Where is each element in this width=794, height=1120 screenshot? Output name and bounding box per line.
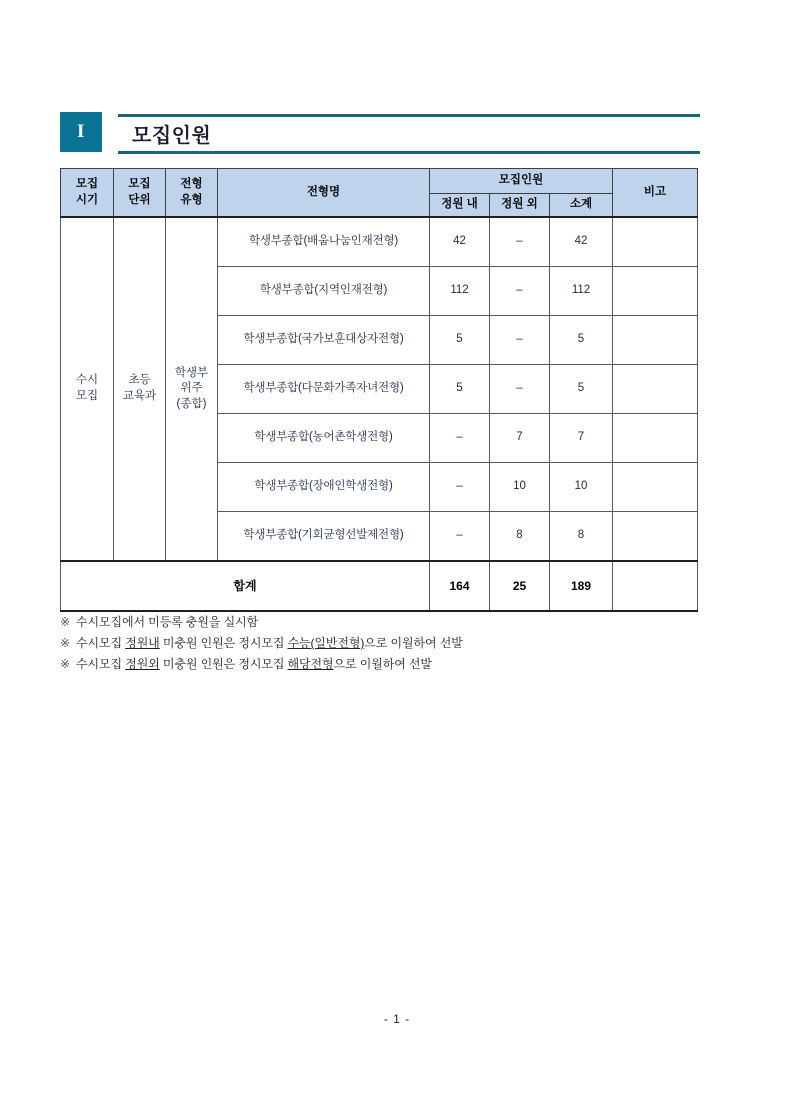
- note-text: 미충원 인원은 정시모집: [159, 636, 288, 650]
- column-header-type-line2: 유형: [180, 193, 203, 206]
- cell-total-subtotal: 189: [550, 561, 613, 611]
- cell-admission-name: 학생부종합(다문화가족자녀전형): [218, 365, 430, 414]
- note-item: [60, 654, 740, 675]
- column-header-subtotal: 소계: [550, 194, 613, 218]
- note-emphasis-text: 정원외: [125, 657, 160, 671]
- cell-admission-name: 학생부종합(농어촌학생전형): [218, 414, 430, 463]
- column-header-unit: [114, 169, 166, 218]
- note-text: 미충원 인원은 정시모집: [159, 657, 288, 671]
- cell-remark: [613, 463, 698, 512]
- table-total-row: [61, 561, 698, 611]
- cell-admission-name: 학생부종합(장애인학생전형): [218, 463, 430, 512]
- cell-type-line1: 학생부: [174, 366, 209, 379]
- cell-subtotal: 5: [550, 316, 613, 365]
- note-mark-icon: ※: [60, 615, 70, 629]
- cell-out-quota: –: [490, 365, 550, 414]
- cell-remark: [613, 316, 698, 365]
- page-title: 모집인원: [132, 125, 212, 147]
- cell-admission-name: 학생부종합(배움나눔인재전형): [218, 217, 430, 267]
- cell-in-quota: –: [430, 512, 490, 562]
- cell-admission-name: 학생부종합(지역인재전형): [218, 267, 430, 316]
- column-header-type-line1: 전형: [180, 177, 203, 190]
- cell-type-line3: (종합): [176, 397, 207, 410]
- cell-out-quota: –: [490, 316, 550, 365]
- cell-period-line2: 모집: [75, 390, 99, 402]
- note-emphasis-text: 해당전형: [287, 657, 334, 671]
- note-text: 수시모집: [76, 636, 126, 650]
- cell-type-merged: [166, 217, 218, 561]
- cell-total-remark: [613, 561, 698, 611]
- table-body: [61, 217, 698, 611]
- note-mark-icon: ※: [60, 636, 70, 650]
- cell-remark: [613, 267, 698, 316]
- column-header-remark: 비고: [613, 169, 698, 218]
- column-header-period: [61, 169, 114, 218]
- note-text: 수시모집에서 미등록 충원을 실시함: [76, 615, 259, 629]
- heading-rule-top: [118, 114, 700, 117]
- cell-total-label: 합계: [61, 561, 430, 611]
- cell-admission-name: 학생부종합(국가보훈대상자전형): [218, 316, 430, 365]
- column-header-out-quota: 정원 외: [490, 194, 550, 218]
- cell-in-quota: 5: [430, 316, 490, 365]
- cell-subtotal: 42: [550, 217, 613, 267]
- cell-in-quota: 42: [430, 217, 490, 267]
- notes-list: [60, 612, 740, 675]
- note-text: 으로 이월하여 선발: [333, 657, 432, 671]
- column-header-capacity-group: 모집인원: [430, 169, 613, 194]
- cell-remark: [613, 365, 698, 414]
- heading-rule-bottom: [118, 151, 700, 154]
- cell-unit-merged: [114, 217, 166, 561]
- cell-out-quota: 8: [490, 512, 550, 562]
- note-item: [60, 633, 740, 654]
- note-emphasis-text: 수능(일반전형): [287, 636, 365, 650]
- cell-subtotal: 5: [550, 365, 613, 414]
- table-row: [61, 217, 698, 267]
- column-header-in-quota: 정원 내: [430, 194, 490, 218]
- note-text: 으로 이월하여 선발: [364, 636, 463, 650]
- cell-subtotal: 10: [550, 463, 613, 512]
- note-emphasis-text: 정원내: [125, 636, 160, 650]
- section-number-badge: I: [60, 112, 102, 152]
- cell-remark: [613, 512, 698, 562]
- cell-total-in-quota: 164: [430, 561, 490, 611]
- section-title-block: [118, 112, 700, 154]
- cell-in-quota: –: [430, 463, 490, 512]
- column-header-unit-line1: 모집: [128, 177, 151, 190]
- cell-out-quota: –: [490, 217, 550, 267]
- cell-in-quota: 112: [430, 267, 490, 316]
- column-header-period-line1: 모집: [75, 177, 99, 190]
- table-header-row-1: [61, 169, 698, 194]
- cell-out-quota: 10: [490, 463, 550, 512]
- page-number: - 1 -: [383, 1012, 411, 1026]
- section-heading: [60, 112, 700, 158]
- column-header-period-line2: 시기: [75, 193, 99, 206]
- note-item: [60, 612, 740, 633]
- cell-subtotal: 7: [550, 414, 613, 463]
- cell-out-quota: –: [490, 267, 550, 316]
- cell-type-line2: 위주: [180, 382, 203, 395]
- cell-unit-line2: 교육과: [122, 390, 157, 402]
- cell-remark: [613, 217, 698, 267]
- recruitment-table: [60, 168, 698, 612]
- table-header: [61, 169, 698, 218]
- cell-total-out-quota: 25: [490, 561, 550, 611]
- column-header-unit-line2: 단위: [128, 193, 151, 206]
- cell-remark: [613, 414, 698, 463]
- cell-period-merged: [61, 217, 114, 561]
- cell-period-line1: 수시: [75, 374, 99, 387]
- column-header-name: 전형명: [218, 169, 430, 218]
- column-header-type: [166, 169, 218, 218]
- cell-subtotal: 8: [550, 512, 613, 562]
- cell-unit-line1: 초등: [128, 374, 151, 387]
- note-mark-icon: ※: [60, 657, 70, 671]
- cell-out-quota: 7: [490, 414, 550, 463]
- cell-subtotal: 112: [550, 267, 613, 316]
- note-text: 수시모집: [76, 657, 126, 671]
- recruitment-table-wrapper: [60, 168, 697, 612]
- cell-in-quota: 5: [430, 365, 490, 414]
- cell-in-quota: –: [430, 414, 490, 463]
- cell-admission-name: 학생부종합(기회균형선발제전형): [218, 512, 430, 562]
